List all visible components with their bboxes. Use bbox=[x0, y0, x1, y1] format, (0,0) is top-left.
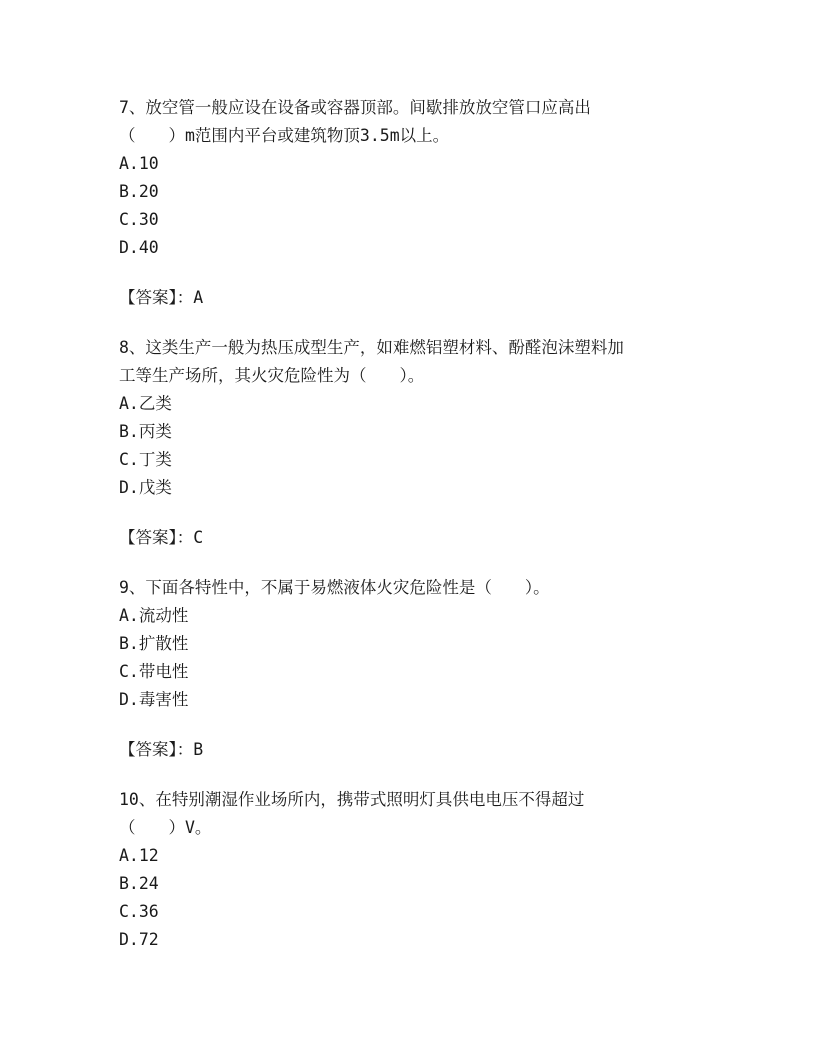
spacer bbox=[119, 764, 719, 786]
question-10 bbox=[119, 786, 719, 954]
spacer bbox=[119, 262, 719, 284]
option-d: D.72 bbox=[119, 930, 159, 949]
question-line: 8、这类生产一般为热压成型生产，如难燃铝塑材料、酚醛泡沫塑料加 bbox=[119, 338, 624, 357]
question-text bbox=[119, 94, 719, 150]
question-text bbox=[119, 334, 719, 390]
option-c: C.丁类 bbox=[119, 450, 172, 469]
question-line: （ ）V。 bbox=[119, 818, 212, 837]
option-c: C.36 bbox=[119, 902, 159, 921]
option-a: A.乙类 bbox=[119, 394, 172, 413]
spacer bbox=[119, 502, 719, 524]
spacer bbox=[119, 552, 719, 574]
answer-line: 【答案】：A bbox=[119, 288, 204, 307]
question-text bbox=[119, 786, 719, 842]
question-line: 9、下面各特性中，不属于易燃液体火灾危险性是（ ）。 bbox=[119, 578, 550, 597]
option-d: D.戊类 bbox=[119, 478, 172, 497]
option-a: A.12 bbox=[119, 846, 159, 865]
option-d: D.毒害性 bbox=[119, 690, 189, 709]
question-line: 工等生产场所，其火灾危险性为（ ）。 bbox=[119, 366, 425, 385]
question-7 bbox=[119, 94, 719, 334]
option-c: C.带电性 bbox=[119, 662, 189, 681]
question-8 bbox=[119, 334, 719, 574]
option-a: A.10 bbox=[119, 154, 159, 173]
answer-line: 【答案】：B bbox=[119, 740, 204, 759]
option-b: B.20 bbox=[119, 182, 159, 201]
option-c: C.30 bbox=[119, 210, 159, 229]
question-9 bbox=[119, 574, 719, 786]
option-b: B.扩散性 bbox=[119, 634, 189, 653]
question-line: 10、在特别潮湿作业场所内，携带式照明灯具供电电压不得超过 bbox=[119, 790, 585, 809]
question-line: （ ）m范围内平台或建筑物顶3.5m以上。 bbox=[119, 126, 450, 145]
question-text bbox=[119, 574, 719, 602]
spacer bbox=[119, 714, 719, 736]
question-line: 7、放空管一般应设在设备或容器顶部。间歇排放放空管口应高出 bbox=[119, 98, 591, 117]
option-b: B.24 bbox=[119, 874, 159, 893]
option-a: A.流动性 bbox=[119, 606, 189, 625]
spacer bbox=[119, 312, 719, 334]
option-b: B.丙类 bbox=[119, 422, 172, 441]
answer-line: 【答案】：C bbox=[119, 528, 204, 547]
document-page bbox=[119, 94, 719, 954]
option-d: D.40 bbox=[119, 238, 159, 257]
